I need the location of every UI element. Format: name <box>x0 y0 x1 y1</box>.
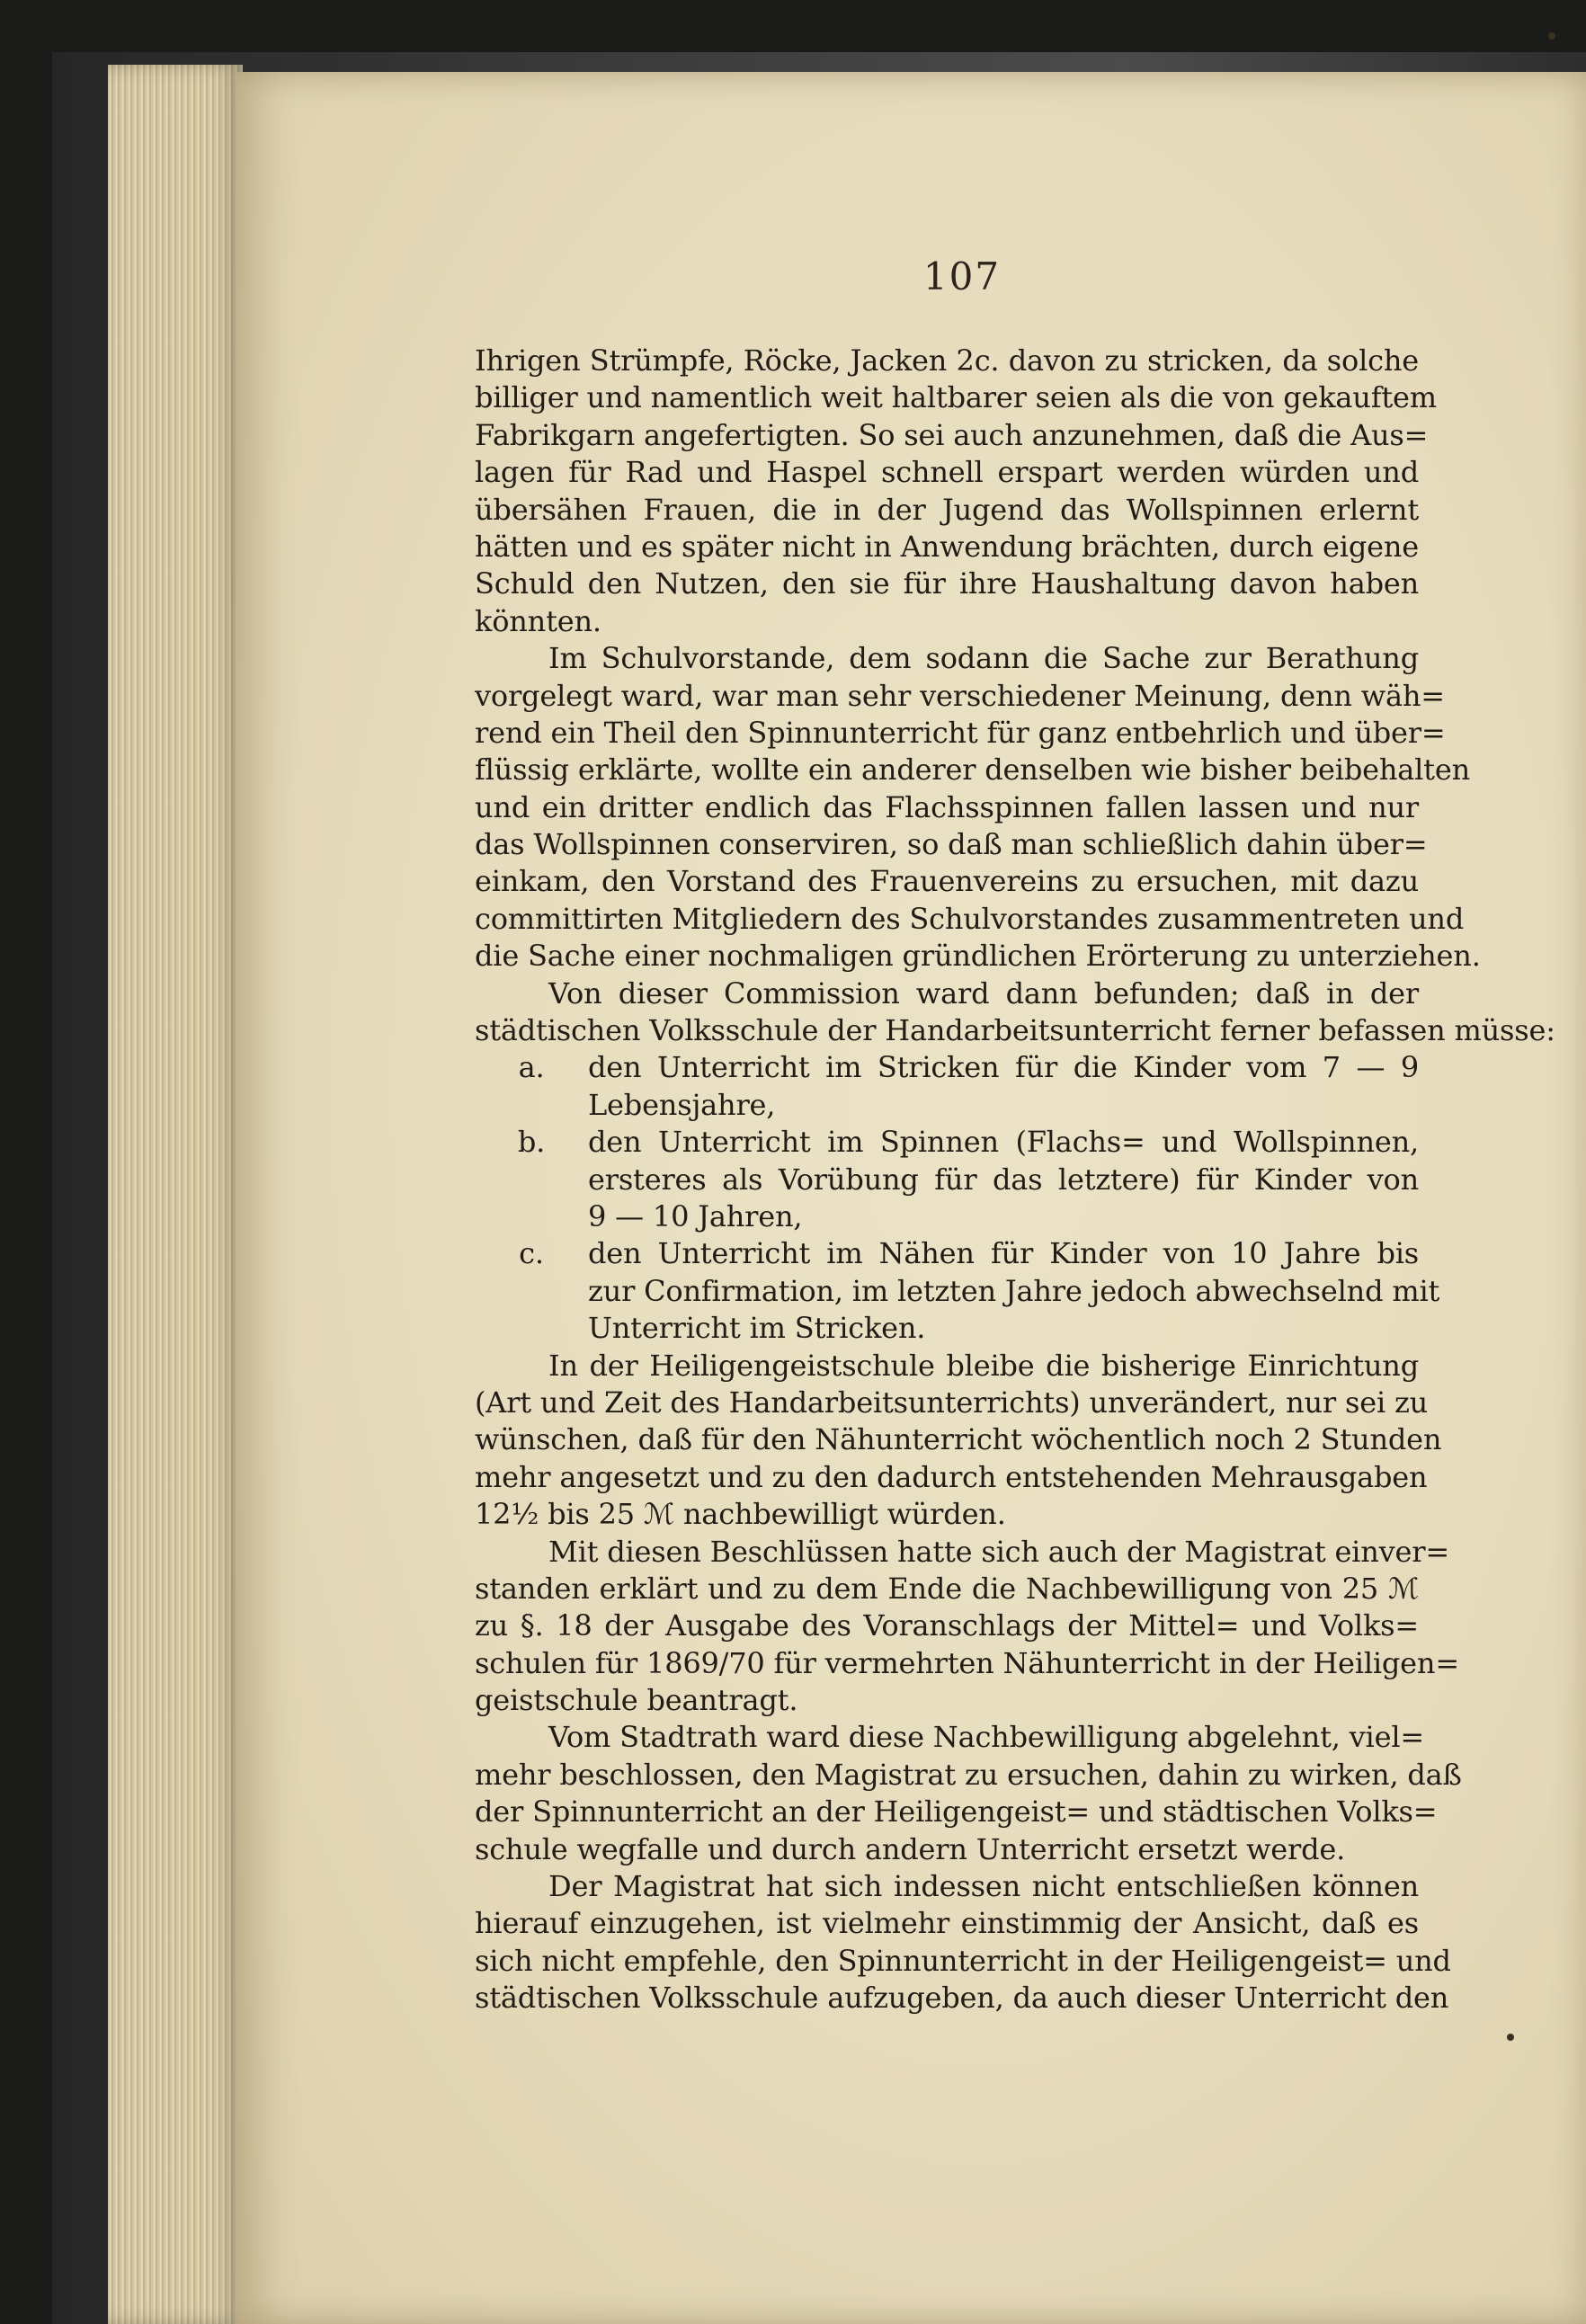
text-line: das Wollspinnen conserviren, so daß man schließlich dahin über= <box>475 827 1428 862</box>
text-line: Unterricht im Stricken. <box>588 1311 926 1346</box>
text-line: vorgelegt ward, war man sehr verschiedener Meinung, denn wäh= <box>475 678 1445 713</box>
text-line: ersteres als Vorübung für das letztere) für Kinder von <box>588 1162 1419 1197</box>
text-line: Fabrikgarn angefertigten. So sei auch anzunehmen, daß die Aus= <box>475 417 1429 452</box>
text-line: schule wegfalle und durch andern Unterricht ersetzt werde. <box>475 1831 1346 1866</box>
text-line: einkam, den Vorstand des Frauenvereins zu ersuchen, mit dazu <box>475 864 1419 899</box>
text-line: sich nicht empfehle, den Spinnunterricht in der Heiligengeist= und <box>475 1943 1451 1978</box>
text-line: (Art und Zeit des Handarbeitsunterrichts) unverändert, nur sei zu <box>475 1385 1429 1420</box>
text-line: In der Heiligengeistschule bleibe die bisherige Einrichtung <box>548 1348 1419 1383</box>
page-edges <box>108 65 243 2324</box>
text-line: Lebensjahre, <box>588 1087 776 1122</box>
text-line: standen erklärt und zu dem Ende die Nachbewilligung von 25 ℳ <box>475 1571 1419 1606</box>
text-line: billiger und namentlich weit haltbarer seien als die von gekauftem <box>475 380 1437 415</box>
paper-speck <box>1548 32 1555 40</box>
text-line: zur Confirmation, im letzten Jahre jedoch abwechselnd mit <box>588 1273 1440 1308</box>
text-line: Im Schulvorstande, dem sodann die Sache zur Berathung <box>548 641 1419 676</box>
text-line: Vom Stadtrath ward diese Nachbewilligung abgelehnt, viel= <box>548 1720 1424 1755</box>
text-line <box>475 1049 1419 1086</box>
text-line <box>475 1124 1419 1161</box>
text-line: rend ein Theil den Spinnunterricht für ganz entbehrlich und über= <box>475 715 1446 750</box>
list-item-text: den Unterricht im Stricken für die Kinder vom 7 — 9 <box>588 1050 1419 1085</box>
text-line: schulen für 1869/70 für vermehrten Nähunterricht in der Heiligen= <box>475 1645 1459 1680</box>
text-line: hätten und es später nicht in Anwendung brächten, durch eigene <box>475 529 1419 564</box>
list-item-text: den Unterricht im Nähen für Kinder von 10 Jahre bis <box>588 1236 1419 1271</box>
text-line: städtischen Volksschule aufzugeben, da auch dieser Unterricht den <box>475 1981 1449 2016</box>
text-line: Mit diesen Beschlüssen hatte sich auch der Magistrat einver= <box>548 1534 1449 1569</box>
text-line: Schuld den Nutzen, den sie für ihre Haushaltung davon haben <box>475 566 1419 601</box>
text-line: Von dieser Commission ward dann befunden; daß in der <box>548 975 1419 1011</box>
text-line: geistschule beantragt. <box>475 1683 798 1718</box>
text-line: Ihrigen Strümpfe, Röcke, Jacken 2c. davon zu stricken, da solche <box>475 343 1419 378</box>
list-item-label: b. <box>517 1125 546 1160</box>
text-line: flüssig erklärte, wollte ein anderer denselben wie bisher beibehalten <box>475 752 1470 788</box>
text-line <box>475 1235 1419 1272</box>
text-line: die Sache einer nochmaligen gründlichen Erörterung zu unterziehen. <box>475 939 1481 974</box>
text-line: der Spinnunterricht an der Heiligengeist= und städtischen Volks= <box>475 1794 1438 1830</box>
text-line: wünschen, daß für den Nähunterricht wöchentlich noch 2 Stunden <box>475 1422 1442 1457</box>
text-line: committirten Mitgliedern des Schulvorstandes zusammentreten und <box>475 901 1465 936</box>
text-line: übersähen Frauen, die in der Jugend das Wollspinnen erlernt <box>475 492 1419 527</box>
text-line: mehr angesetzt und zu den dadurch entstehenden Mehrausgaben <box>475 1459 1428 1494</box>
text-line: mehr beschlossen, den Magistrat zu ersuchen, dahin zu wirken, daß <box>475 1757 1462 1792</box>
list-item-label: c. <box>519 1236 544 1271</box>
text-line: hierauf einzugehen, ist vielmehr einstimmig der Ansicht, daß es <box>475 1906 1419 1941</box>
text-line: lagen für Rad und Haspel schnell erspart werden würden und <box>475 455 1419 490</box>
page-number: 107 <box>922 254 1002 298</box>
list-item-label: a. <box>518 1050 545 1085</box>
text-line: zu §. 18 der Ausgabe des Voranschlags der Mittel= und Volks= <box>475 1608 1419 1643</box>
text-line: 9 — 10 Jahren, <box>588 1198 803 1233</box>
list-item-text: den Unterricht im Spinnen (Flachs= und Wollspinnen, <box>588 1125 1419 1160</box>
text-line: Der Magistrat hat sich indessen nicht entschließen können <box>548 1869 1419 1904</box>
text-line: 12½ bis 25 ℳ nachbewilligt würden. <box>475 1497 1006 1532</box>
text-line: und ein dritter endlich das Flachsspinnen fallen lassen und nur <box>475 789 1419 824</box>
text-line: könnten. <box>475 603 601 638</box>
paper-speck <box>1507 2034 1514 2041</box>
text-block <box>475 343 1555 2017</box>
text-line: städtischen Volksschule der Handarbeitsunterricht ferner befassen müsse: <box>475 1013 1555 1048</box>
